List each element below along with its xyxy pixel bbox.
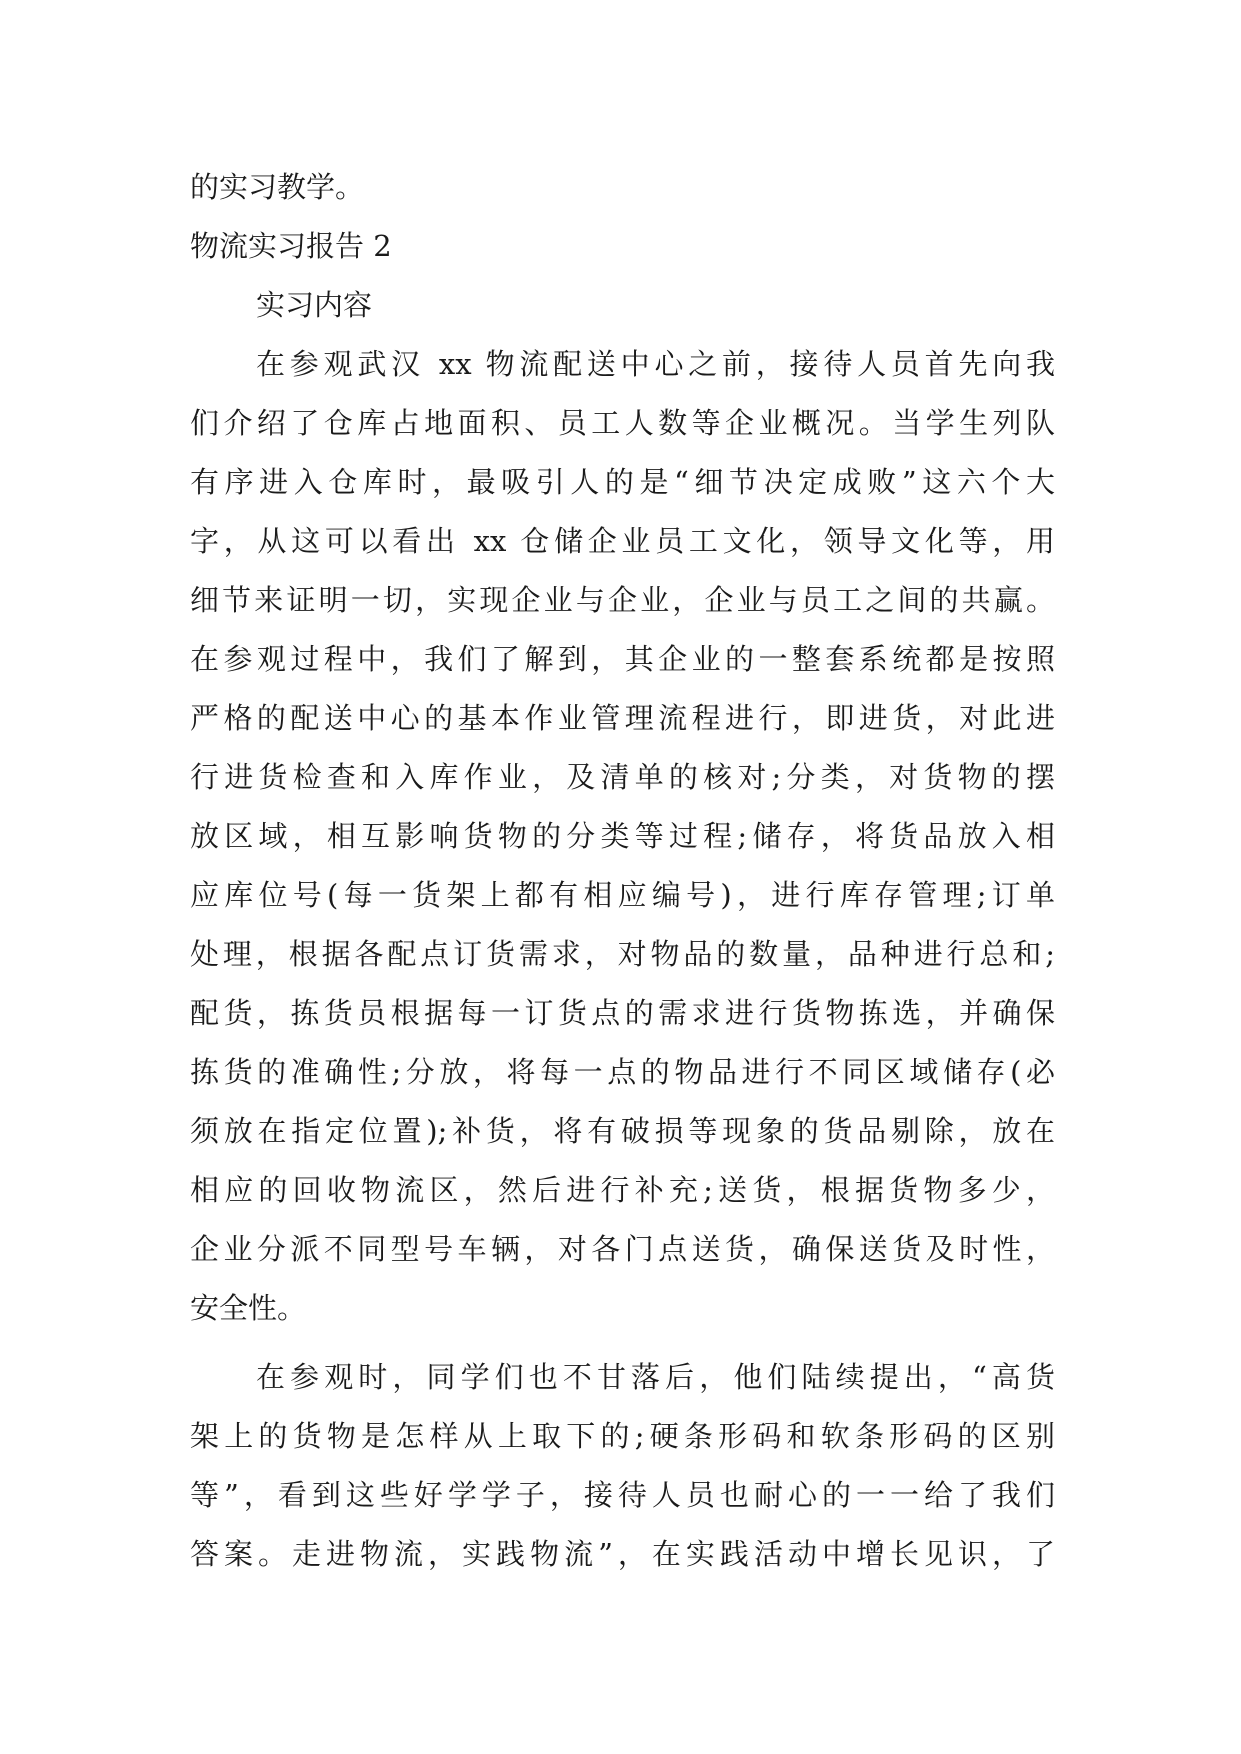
text-line: 安全性。 — [190, 1291, 307, 1325]
text-line: 在参观时，同学们也不甘落后，他们陆续提出，“高货 — [256, 1360, 1055, 1394]
text-line: 须放在指定位置);补货，将有破损等现象的货品剔除，放在 — [190, 1114, 1055, 1148]
text-line: 行进货检查和入库作业，及清单的核对;分类，对货物的摆 — [190, 760, 1055, 794]
text-line: 应库位号(每一货架上都有相应编号)，进行库存管理;订单 — [190, 878, 1055, 912]
text-line: 处理，根据各配点订货需求，对物品的数量，品种进行总和; — [190, 937, 1055, 971]
text-line: 企业分派不同型号车辆，对各门点送货，确保送货及时性， — [190, 1232, 1055, 1266]
text-line: 严格的配送中心的基本作业管理流程进行，即进货，对此进 — [190, 701, 1055, 735]
text-line: 相应的回收物流区，然后进行补充;送货，根据货物多少， — [190, 1173, 1055, 1207]
text-line: 在参观武汉 xx 物流配送中心之前，接待人员首先向我 — [256, 347, 1055, 381]
subsection-heading: 实习内容 — [256, 288, 373, 322]
text-line: 拣货的准确性;分放，将每一点的物品进行不同区域储存(必 — [190, 1055, 1055, 1089]
text-line: 等”，看到这些好学学子，接待人员也耐心的一一给了我们 — [190, 1478, 1055, 1512]
text-line: 配货，拣货员根据每一订货点的需求进行货物拣选，并确保 — [190, 996, 1055, 1030]
paragraph-gap — [190, 1338, 1055, 1348]
text-line: 们介绍了仓库占地面积、员工人数等企业概况。当学生列队 — [190, 406, 1055, 440]
text-line: 放区域，相互影响货物的分类等过程;储存，将货品放入相 — [190, 819, 1055, 853]
text-line: 在参观过程中，我们了解到，其企业的一整套系统都是按照 — [190, 642, 1055, 676]
text-line: 架上的货物是怎样从上取下的;硬条形码和软条形码的区别 — [190, 1419, 1055, 1453]
document-body — [190, 158, 1055, 1584]
text-line: 字，从这可以看出 xx 仓储企业员工文化，领导文化等，用 — [190, 524, 1055, 558]
section-heading: 物流实习报告 2 — [190, 229, 392, 263]
text-line: 细节来证明一切，实现企业与企业，企业与员工之间的共赢。 — [190, 583, 1055, 617]
text-line: 的实习教学。 — [190, 170, 365, 204]
text-line: 答案。走进物流，实践物流”，在实践活动中增长见识，了 — [190, 1537, 1055, 1571]
text-line: 有序进入仓库时，最吸引人的是“细节决定成败”这六个大 — [190, 465, 1055, 499]
